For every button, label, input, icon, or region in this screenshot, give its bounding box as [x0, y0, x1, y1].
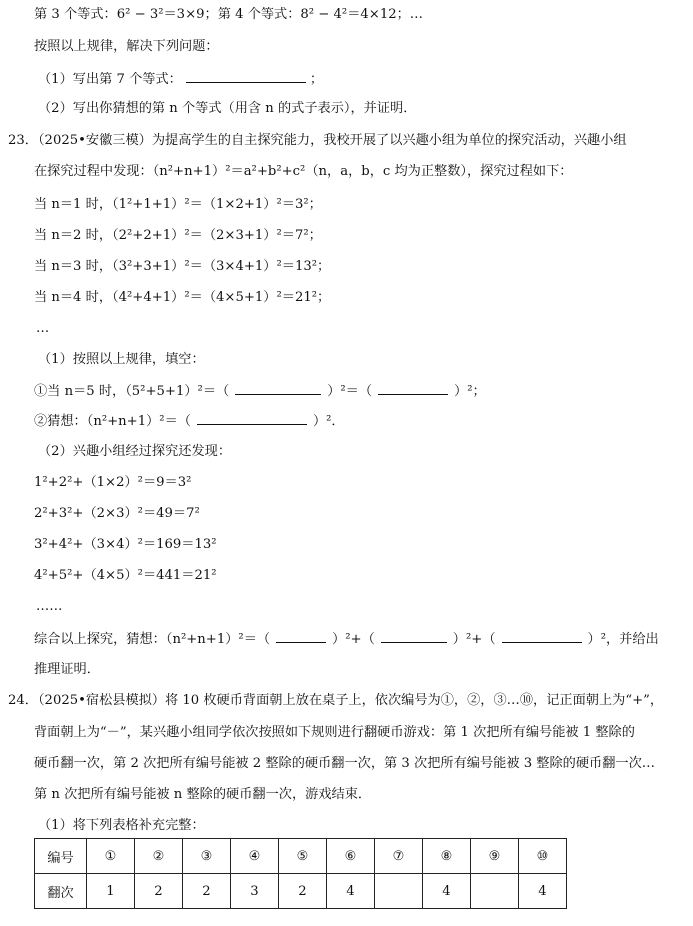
case-n2: 当 n＝2 时，（2²+2+1）²＝（2×3+1）²＝7²； [34, 228, 322, 243]
flip-count-cell: 2 [279, 874, 327, 909]
question-1-end: ； [309, 72, 324, 87]
coin-number-cell: ⑤ [279, 839, 327, 874]
coin-number-cell: ① [87, 839, 135, 874]
question-2: （2）写出你猜想的第 n 个等式（用含 n 的式子表示），并证明． [38, 101, 417, 116]
table-row-flips [35, 874, 567, 909]
fill-2-blank [197, 412, 307, 425]
conclusion-blank-c [502, 630, 582, 643]
conclusion-b: ）²+（ [332, 632, 375, 647]
finding-2: 2²+3²+（2×3）²＝49＝7² [34, 506, 200, 521]
conclusion-d: ）²，并给出 [587, 632, 659, 647]
conclusion-blank-a [276, 630, 326, 643]
fill-1-blank-a [235, 382, 321, 395]
case-n1: 当 n＝1 时，（1²+1+1）²＝（1×2+1）²＝3²； [34, 197, 322, 212]
coin-number-cell: ⑥ [327, 839, 375, 874]
conclusion-line-2: 推理证明． [34, 662, 100, 677]
row-label-number: 编号 [35, 839, 87, 874]
ellipsis-2: …… [36, 599, 63, 614]
fill-2-b: ）²． [312, 414, 345, 429]
row-label-flips: 翻次 [35, 874, 87, 909]
coin-number-cell: ④ [231, 839, 279, 874]
question-1-text: （1）写出第 7 个等式： [38, 72, 182, 87]
case-n3: 当 n＝3 时，（3²+3+1）²＝（3×4+1）²＝13²； [34, 259, 331, 274]
fill-1-b: ）²＝（ [327, 384, 373, 399]
coin-number-cell: ⑦ [375, 839, 423, 874]
fill-1 [34, 382, 486, 401]
problem-23-header-1: 23．（2025•安徽三模）为提高学生的自主探究能力，我校开展了以兴趣小组为单位的探究活动，兴趣小组 [8, 133, 627, 148]
flip-count-cell: 4 [519, 874, 567, 909]
fill-1-c: ）²； [454, 384, 486, 399]
coin-number-cell: ② [135, 839, 183, 874]
conclusion-line-1 [34, 630, 659, 649]
fill-2-a: ②猜想：（n²+n+1）²＝（ [34, 414, 191, 429]
coin-number-cell: ⑨ [471, 839, 519, 874]
flip-count-cell [375, 874, 423, 909]
table-row-numbers [35, 839, 567, 874]
finding-1: 1²+2²+（1×2）²＝9＝3² [34, 475, 192, 490]
problem-24-line-2: 背面朝上为“－”，某兴趣小组同学依次按照如下规则进行翻硬币游戏：第 1 次把所有编号能被 1 整除的 [34, 725, 635, 740]
conclusion-a: 综合以上探究，猜想：（n²+n+1）²＝（ [34, 632, 271, 647]
equations-3-4: 第 3 个等式：6² − 3²＝3×9；第 4 个等式：8² − 4²＝4×12；… [34, 7, 423, 22]
case-n4: 当 n＝4 时，（4²+4+1）²＝（4×5+1）²＝21²； [34, 290, 331, 305]
question-1 [38, 70, 323, 89]
conclusion-c: ）²+（ [452, 632, 496, 647]
flip-count-cell: 4 [423, 874, 471, 909]
rule-instruction: 按照以上规律，解决下列问题： [34, 39, 219, 54]
fill-1-a: ①当 n＝5 时，（5²+5+1）²＝（ [34, 384, 230, 399]
fill-1-blank-b [378, 382, 448, 395]
coin-number-cell: ③ [183, 839, 231, 874]
part-2-title: （2）兴趣小组经过探究还发现： [38, 444, 232, 459]
part-1-title: （1）按照以上规律，填空： [38, 352, 205, 367]
problem-24-line-3: 硬币翻一次，第 2 次把所有编号能被 2 整除的硬币翻一次，第 3 次把所有编号能被 3 整除的硬币翻一次… [34, 756, 655, 771]
problem-24-line-1: 24．（2025•宿松县模拟）将 10 枚硬币背面朝上放在桌子上，依次编号为①，②，③…⑩，记正面朝上为“+”， [8, 693, 664, 708]
finding-3: 3²+4²+（3×4）²＝169＝13² [34, 537, 217, 552]
problem-23-header-2: 在探究过程中发现：（n²+n+1）²＝a²+b²+c²（n，a，b，c 均为正整数），探究过程如下： [34, 164, 573, 179]
flip-count-cell: 3 [231, 874, 279, 909]
problem-24-part-1: （1）将下列表格补充完整： [38, 818, 205, 833]
answer-blank-1 [186, 70, 306, 83]
flip-count-cell: 1 [87, 874, 135, 909]
flip-count-cell [471, 874, 519, 909]
coin-number-cell: ⑧ [423, 839, 471, 874]
problem-24-line-4: 第 n 次把所有编号能被 n 整除的硬币翻一次，游戏结束． [34, 787, 372, 802]
fill-2 [34, 412, 345, 431]
flip-count-cell: 4 [327, 874, 375, 909]
coin-number-cell: ⑩ [519, 839, 567, 874]
coin-flip-table [34, 838, 567, 909]
finding-4: 4²+5²+（4×5）²＝441＝21² [34, 568, 217, 583]
ellipsis-1: … [36, 321, 50, 336]
flip-count-cell: 2 [135, 874, 183, 909]
conclusion-blank-b [381, 630, 447, 643]
flip-count-cell: 2 [183, 874, 231, 909]
